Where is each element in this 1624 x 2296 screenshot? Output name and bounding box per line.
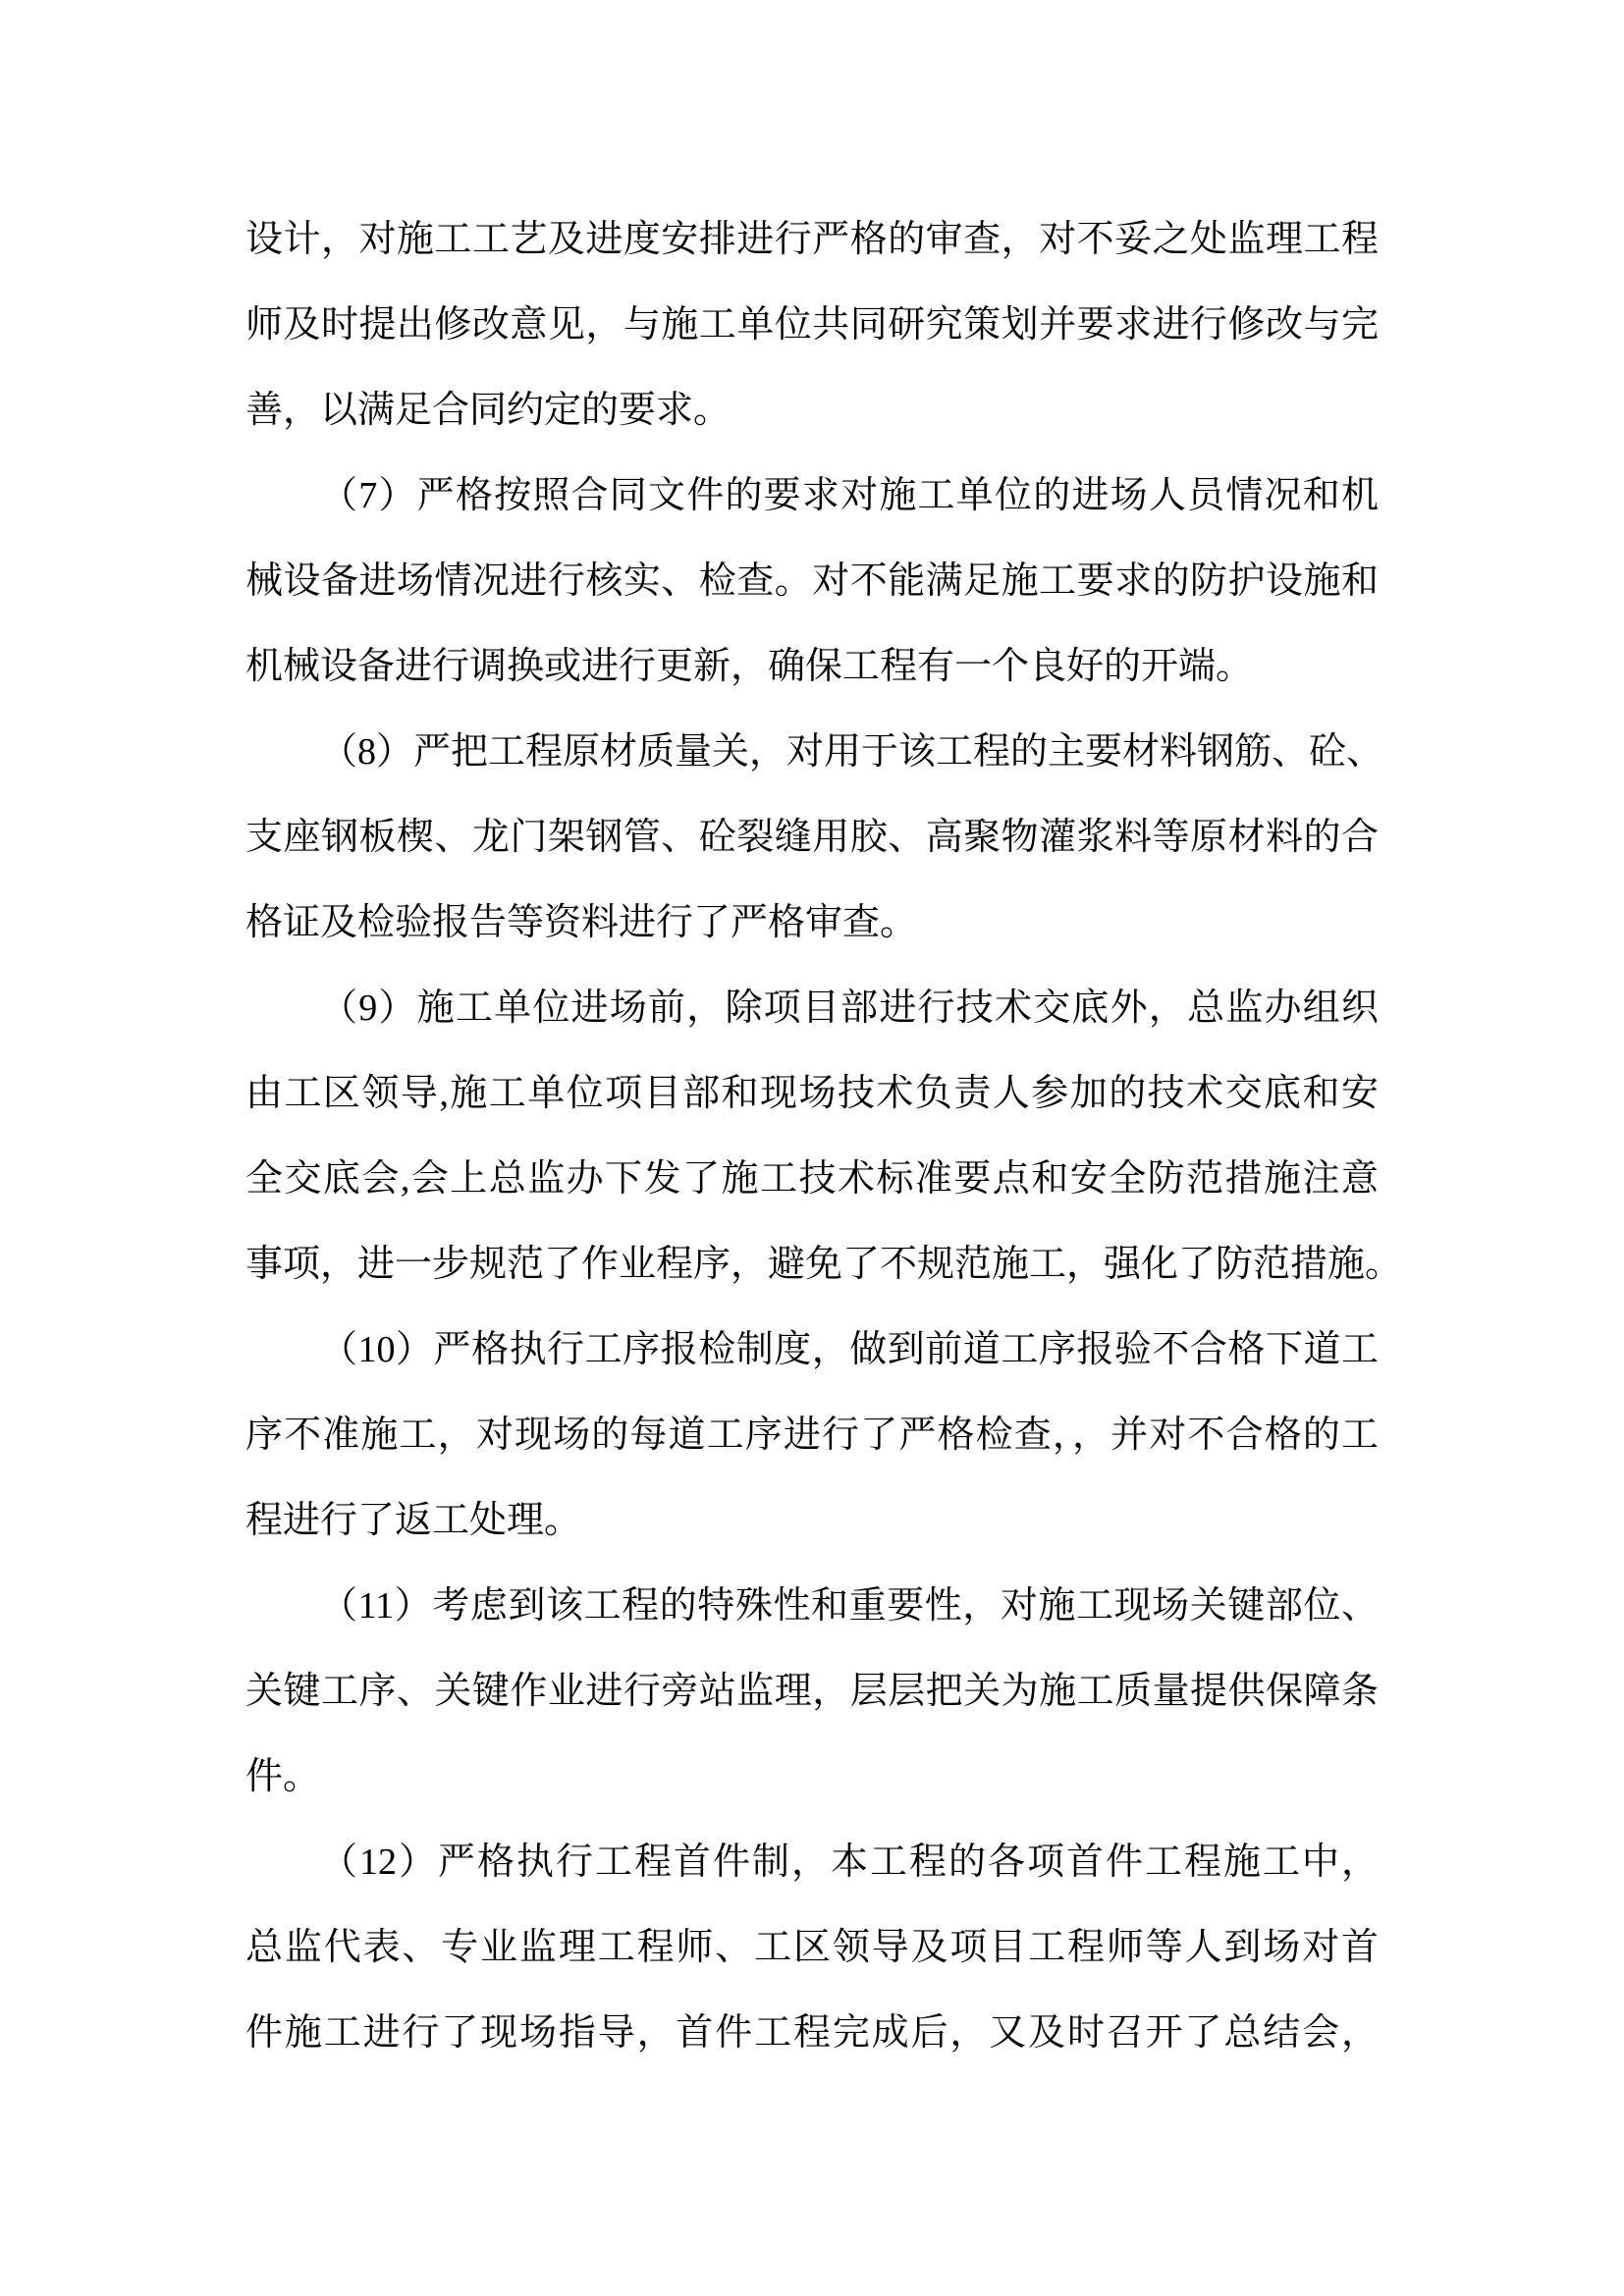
text-line: 事项，进一步规范了作业程序，避免了不规范施工，强化了防范措施。 [245,1244,1403,1285]
paragraph [245,454,1379,710]
text-line: 序不准施工，对现场的每道工序进行了严格检查，，并对不合格的工 [245,1415,1379,1456]
paragraph [245,197,1379,454]
text-line: （8）严把工程原材质量关，对用于该工程的主要材料钢筋、砼、 [320,731,1384,773]
text-line: 关键工序、关键作业进行旁站监理，层层把关为施工质量提供保障条 [245,1671,1379,1712]
text-line: （12）严格执行工程首件制，本工程的各项首件工程施工中， [320,1842,1379,1883]
text-line: 格证及检验报告等资料进行了严格审查。 [245,902,918,943]
text-line: 全交底会,会上总监办下发了施工技术标准要点和安全防范措施注意 [245,1158,1379,1200]
text-line: （10）严格执行工序报检制度，做到前道工序报验不合格下道工 [320,1329,1379,1370]
text-line: 件施工进行了现场指导，首件工程完成后，又及时召开了总结会， [245,2012,1379,2054]
text-line: （11）考虑到该工程的特殊性和重要性，对施工现场关键部位、 [320,1585,1379,1627]
paragraph [245,966,1403,1308]
document-body [245,197,1403,2076]
text-line: 由工区领导,施工单位项目部和现场技术负责人参加的技术交底和安 [245,1073,1379,1114]
text-line: 善，以满足合同约定的要求。 [245,390,731,431]
text-line: 师及时提出修改意见，与施工单位共同研究策划并要求进行修改与完 [245,304,1379,346]
text-line: 机械设备进行调换或进行更新，确保工程有一个良好的开端。 [245,646,1254,687]
paragraph [245,1308,1379,1564]
text-line: 件。 [245,1756,321,1797]
paragraph [245,1564,1379,1820]
text-line: 支座钢板楔、龙门架钢管、砼裂缝用胶、高聚物灌浆料等原材料的合 [245,817,1379,858]
text-line: （9）施工单位进场前，除项目部进行技术交底外，总监办组织 [320,988,1379,1029]
text-line: 设计，对施工工艺及进度安排进行严格的审查，对不妥之处监理工程 [245,219,1379,260]
text-line: 总监代表、专业监理工程师、工区领导及项目工程师等人到场对首 [245,1927,1379,1968]
paragraph [245,1820,1379,2076]
text-line: （7）严格按照合同文件的要求对施工单位的进场人员情况和机 [320,475,1379,516]
text-line: 程进行了返工处理。 [245,1500,582,1541]
paragraph [245,710,1384,966]
text-line: 械设备进场情况进行核实、检查。对不能满足施工要求的防护设施和 [245,561,1379,602]
